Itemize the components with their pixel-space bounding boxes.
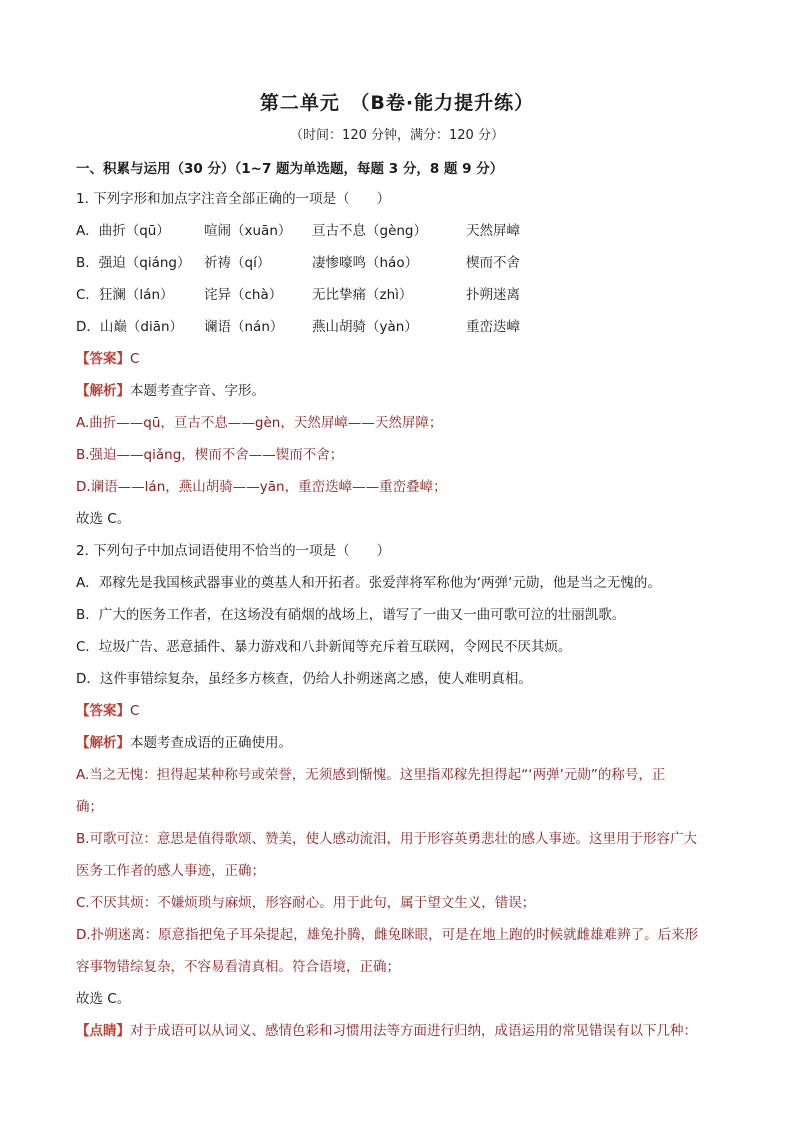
option-text: B．强迫（qiáng）: [76, 255, 191, 271]
exam-time-score: （时间：120 分钟，满分：120 分）: [290, 128, 504, 143]
analysis-text: 本题考查成语的正确使用。: [130, 735, 292, 751]
question-2-option-d: D．这件事错综复杂，虽经多方核查，仍给人扑朔迷离之感，使人难明真相。: [76, 671, 532, 687]
question-1-stem: 1. 下列字形和加点字注音全部正确的一项是（ ）: [76, 191, 391, 207]
analysis-text: 本题考查字音、字形。: [130, 383, 265, 399]
question-2-answer: [76, 702, 139, 720]
answer-value: C: [130, 351, 140, 367]
analysis-note: C.不厌其烦：不嫌烦琐与麻烦，形容耐心。用于此句，属于望文生义，错误；: [76, 895, 536, 911]
option-text: C．狂澜（lán）: [76, 287, 174, 303]
question-2-conclusion: 故选 C。: [76, 991, 131, 1007]
question-1-analysis: [76, 382, 265, 400]
option-text: 谰语（nán）: [204, 319, 284, 335]
answer-tag: 【答案】: [76, 703, 130, 719]
question-2-option-c: C．垃圾广告、恶意插件、暴力游戏和八卦新闻等充斥着互联网，令网民不厌其烦。: [76, 639, 572, 655]
analysis-note: B.强迫——qiǎng，楔而不舍——锲而不舍；: [76, 447, 344, 463]
option-text: 祈祷（qí）: [204, 255, 271, 271]
option-text: 扑朔迷离: [466, 287, 520, 303]
tip-text: 对于成语可以从词义、感情色彩和习惯用法等方面进行归纳，成语运用的常见错误有以下几种：: [130, 1023, 697, 1039]
question-2-option-a: A．邓稼先是我国核武器事业的奠基人和开拓者。张爱萍将军称他为‘两弹’元勋，他是当之无愧的。: [76, 575, 661, 591]
question-2-analysis: [76, 734, 292, 752]
question-1-conclusion: 故选 C。: [76, 511, 131, 527]
analysis-note: B.可歌可泣：意思是值得歌颂、赞美，使人感动流泪，用于形容英勇悲壮的感人事迹。这里用于形容广大: [76, 831, 698, 847]
option-text: 楔而不舍: [466, 255, 520, 271]
option-text: 天然屏嶂: [466, 223, 520, 239]
option-text: 重峦迭嶂: [466, 319, 520, 335]
analysis-note: D.谰语——lán，燕山胡骑——yān，重峦迭嶂——重峦叠嶂；: [76, 479, 447, 495]
option-text: D．山巅（diān）: [76, 319, 184, 335]
analysis-note: 确；: [76, 799, 103, 815]
question-2-tip: [76, 1022, 697, 1040]
question-2-stem: 2. 下列句子中加点词语使用不恰当的一项是（ ）: [76, 543, 391, 559]
option-text: 燕山胡骑（yàn）: [312, 319, 418, 335]
option-text: 诧异（chà）: [204, 287, 283, 303]
option-text: 亘古不息（gèng）: [312, 223, 428, 239]
analysis-note: 医务工作者的感人事迹，正确；: [76, 863, 265, 879]
analysis-note: A.当之无愧：担得起某种称号或荣誉，无须感到惭愧。这里指邓稼先担得起“‘两弹’元勋”的称号，正: [76, 767, 666, 783]
analysis-tag: 【解析】: [76, 735, 130, 751]
analysis-tag: 【解析】: [76, 383, 130, 399]
analysis-note: A.曲折——qū，亘古不息——gèn，天然屏嶂——天然屏障；: [76, 415, 443, 431]
tip-tag: 【点睛】: [76, 1023, 130, 1039]
option-text: 凄惨嚎鸣（háo）: [312, 255, 419, 271]
option-text: A．曲折（qū）: [76, 223, 170, 239]
answer-value: C: [130, 703, 140, 719]
question-1-answer: [76, 350, 139, 368]
section-heading: 一、积累与运用（30 分）（1~7 题为单选题，每题 3 分，8 题 9 分）: [76, 161, 504, 177]
page-title: 第二单元 （B卷·能力提升练）: [259, 92, 535, 114]
option-text: 无比挚痛（zhì）: [312, 287, 413, 303]
analysis-note: D.扑朔迷离：原意指把兔子耳朵提起，雄兔扑腾，雌兔眯眼，可是在地上跑的时候就雌雄难辨了。后来形: [76, 927, 699, 943]
option-text: 喧闹（xuān）: [204, 223, 292, 239]
analysis-note: 容事物错综复杂，不容易看清真相。符合语境，正确；: [76, 959, 400, 975]
answer-tag: 【答案】: [76, 351, 130, 367]
question-2-option-b: B．广大的医务工作者，在这场没有硝烟的战场上，谱写了一曲又一曲可歌可泣的壮丽凯歌。: [76, 607, 626, 623]
